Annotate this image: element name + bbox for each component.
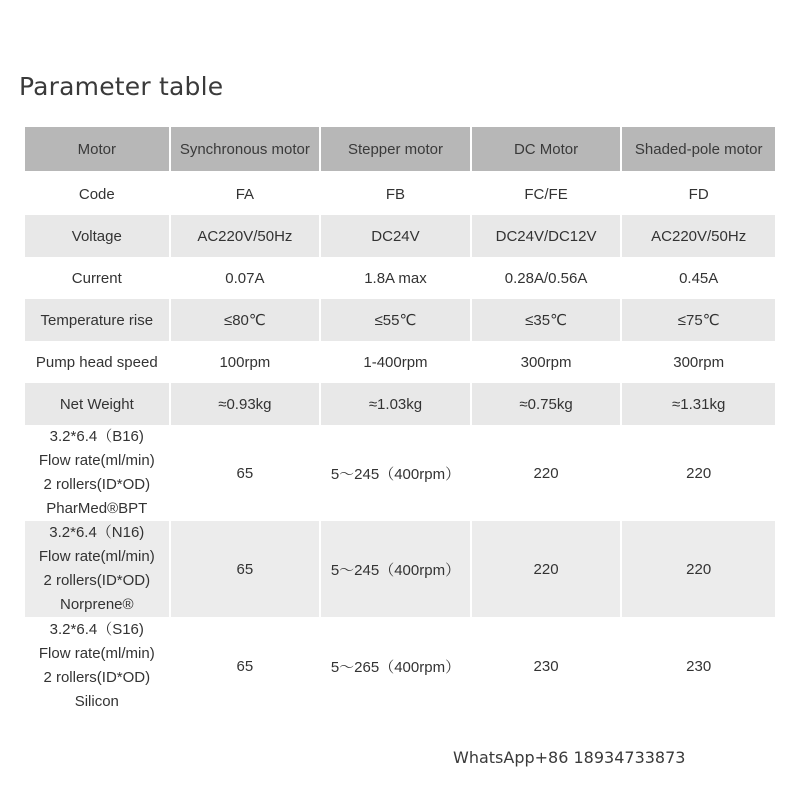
table-cell: ≈0.75kg bbox=[472, 383, 621, 425]
row-label: Temperature rise bbox=[25, 299, 169, 341]
row-flow-n16 bbox=[25, 521, 775, 617]
flow-label-block bbox=[39, 521, 155, 617]
header-dc-motor: DC Motor bbox=[472, 127, 621, 173]
header-shaded-pole-motor: Shaded-pole motor bbox=[622, 127, 775, 173]
row-label: Net Weight bbox=[25, 383, 169, 425]
table-cell: 65 bbox=[171, 425, 320, 521]
table-cell: DC24V/DC12V bbox=[472, 215, 621, 257]
flow-label-line: 3.2*6.4（S16) bbox=[49, 621, 144, 638]
flow-label-line: 2 rollers(ID*OD) bbox=[43, 669, 151, 686]
table-cell: 0.28A/0.56A bbox=[472, 257, 621, 299]
table-cell: 5～265（400rpm） bbox=[321, 617, 470, 715]
row-label bbox=[25, 617, 169, 715]
row-pump-head-speed bbox=[25, 341, 775, 383]
table-cell: FB bbox=[321, 173, 470, 215]
row-current bbox=[25, 257, 775, 299]
table-cell: 0.07A bbox=[171, 257, 320, 299]
table-cell: 220 bbox=[472, 425, 621, 521]
table-cell: DC24V bbox=[321, 215, 470, 257]
flow-label-block bbox=[39, 425, 155, 521]
header-motor: Motor bbox=[25, 127, 169, 173]
row-label bbox=[25, 521, 169, 617]
row-net-weight bbox=[25, 383, 775, 425]
table-cell: FA bbox=[171, 173, 320, 215]
row-code bbox=[25, 173, 775, 215]
row-label bbox=[25, 425, 169, 521]
table-cell: AC220V/50Hz bbox=[622, 215, 775, 257]
table-cell: 100rpm bbox=[171, 341, 320, 383]
row-flow-s16 bbox=[25, 617, 775, 715]
table-cell: 0.45A bbox=[622, 257, 775, 299]
table-cell: 300rpm bbox=[472, 341, 621, 383]
row-label: Code bbox=[25, 173, 169, 215]
table-header-row bbox=[25, 127, 775, 173]
table-cell: FD bbox=[622, 173, 775, 215]
flow-label-line: Flow rate(ml/min) bbox=[38, 645, 155, 662]
contact-watermark: WhatsApp+86 18934733873 bbox=[453, 748, 686, 767]
table-cell: 230 bbox=[622, 617, 775, 715]
flow-label-line: 2 rollers(ID*OD) bbox=[43, 476, 151, 493]
flow-label-line: 3.2*6.4（B16) bbox=[49, 428, 144, 445]
table-cell: ≤35℃ bbox=[472, 299, 621, 341]
table-cell: 230 bbox=[472, 617, 621, 715]
table-cell: 220 bbox=[622, 425, 775, 521]
flow-label-line: Silicon bbox=[74, 693, 119, 710]
row-voltage bbox=[25, 215, 775, 257]
table-cell: 300rpm bbox=[622, 341, 775, 383]
table-cell: 5～245（400rpm） bbox=[321, 425, 470, 521]
parameter-table bbox=[23, 127, 777, 715]
header-stepper-motor: Stepper motor bbox=[321, 127, 470, 173]
flow-label-line: Norprene® bbox=[59, 596, 134, 613]
table-cell: 1.8A max bbox=[321, 257, 470, 299]
row-label: Pump head speed bbox=[25, 341, 169, 383]
row-label: Current bbox=[25, 257, 169, 299]
table-cell: 5～245（400rpm） bbox=[321, 521, 470, 617]
row-flow-b16 bbox=[25, 425, 775, 521]
flow-label-line: PharMed®BPT bbox=[46, 500, 148, 517]
flow-label-line: 2 rollers(ID*OD) bbox=[43, 572, 151, 589]
table-cell: FC/FE bbox=[472, 173, 621, 215]
page-title: Parameter table bbox=[19, 72, 224, 101]
table-cell: ≈0.93kg bbox=[171, 383, 320, 425]
table-cell: ≈1.03kg bbox=[321, 383, 470, 425]
row-temperature-rise bbox=[25, 299, 775, 341]
header-synchronous-motor: Synchronous motor bbox=[171, 127, 320, 173]
table-cell: 65 bbox=[171, 521, 320, 617]
table-cell: ≤75℃ bbox=[622, 299, 775, 341]
flow-label-line: Flow rate(ml/min) bbox=[38, 452, 155, 469]
table-cell: AC220V/50Hz bbox=[171, 215, 320, 257]
table-cell: ≈1.31kg bbox=[622, 383, 775, 425]
flow-label-line: 3.2*6.4（N16) bbox=[49, 524, 145, 541]
table-cell: 1-400rpm bbox=[321, 341, 470, 383]
table-cell: 65 bbox=[171, 617, 320, 715]
table-cell: 220 bbox=[622, 521, 775, 617]
flow-label-block bbox=[39, 618, 155, 714]
table-cell: ≤55℃ bbox=[321, 299, 470, 341]
table-cell: 220 bbox=[472, 521, 621, 617]
row-label: Voltage bbox=[25, 215, 169, 257]
table-cell: ≤80℃ bbox=[171, 299, 320, 341]
flow-label-line: Flow rate(ml/min) bbox=[38, 548, 155, 565]
